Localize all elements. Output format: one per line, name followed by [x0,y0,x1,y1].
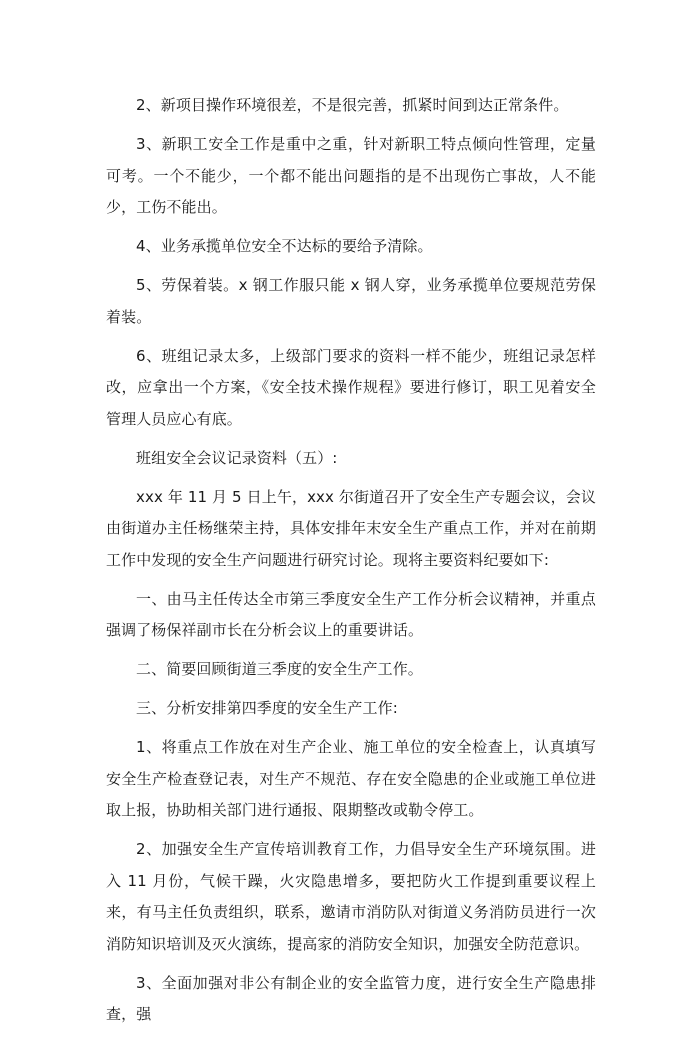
paragraph-item-5: 5、劳保着装。x 钢工作服只能 x 钢人穿，业务承揽单位要规范劳保着装。 [106,276,596,326]
task-item-1: 1、将重点工作放在对生产企业、施工单位的安全检查上，认真填写安全生产检查登记表，对生产不规范、存在安全隐患的企业或施工单位进取上报，协助相关部门进行通报、限期整改或勒令停工。 [106,738,596,819]
agenda-item-2: 二、简要回顾街道三季度的安全生产工作。 [136,660,423,678]
agenda-item-3: 三、分析安排第四季度的安全生产工作: [136,699,398,717]
agenda-item-1: 一、由马主任传达全市第三季度安全生产工作分析会议精神，并重点强调了杨保祥副市长在分析会议上的重要讲话。 [106,589,596,639]
task-item-2: 2、加强安全生产宣传培训教育工作，力倡导安全生产环境氛围。进入 11 月份，气候干躁，火灾隐患增多，要把防火工作提到重要议程上来，有马主任负责组织，联系，邀请市消防队对街道义务消防员进行一次消防知识培训及灭火演练，提高家的消防安全知识，加强安全防范意识。 [106,840,596,953]
paragraph-item-2: 2、新项目操作环境很差，不是很完善，抓紧时间到达正常条件。 [136,96,569,114]
paragraph-item-3: 3、新职工安全工作是重中之重，针对新职工特点倾向性管理，定量可考。一个不能少，一个都不能出问题指的是不出现伤亡事故，人不能少，工伤不能出。 [106,135,596,216]
task-item-3: 3、全面加强对非公有制企业的安全监管力度，进行安全生产隐患排查，强 [106,973,596,1023]
paragraph-item-4: 4、业务承揽单位安全不达标的要给予清除。 [136,237,433,255]
meeting-intro: xxx 年 11 月 5 日上午，xxx 尔街道召开了安全生产专题会议，会议由街道办主任杨继荣主持，具体安排年末安全生产重点工作，并对在前期工作中发现的安全生产问题进行研究讨论。现将主要资料纪要如下: [106,487,596,569]
paragraph-item-6: 6、班组记录太多，上级部门要求的资料一样不能少，班组记录怎样改，应拿出一个方案，《安全技术操作规程》要进行修订，职工见着安全管理人员应心有底。 [106,346,596,428]
section-heading-5: 班组安全会议记录资料（五）: [136,448,338,467]
document-body [106,90,596,1038]
